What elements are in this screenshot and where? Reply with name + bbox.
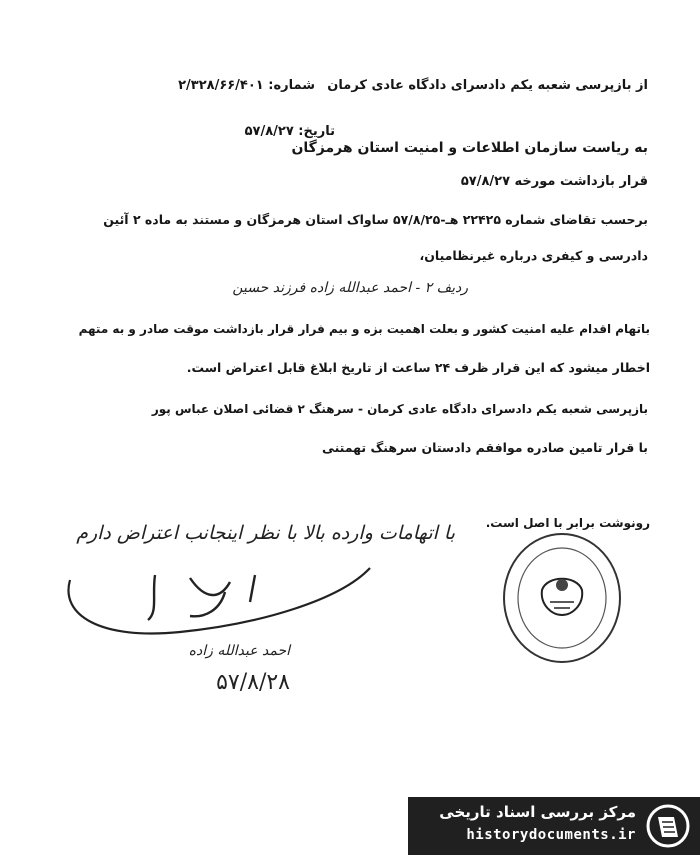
- official-seal: [492, 530, 632, 670]
- handwritten-defendant-row: ردیف ۲ - احمد عبدالله زاده فرزند حسین: [232, 280, 468, 296]
- handwritten-signature-name: احمد عبدالله زاده: [188, 643, 290, 659]
- archive-footer-banner: [408, 797, 700, 855]
- body-line-1: برحسب تقاضای شماره ۲۲۴۲۵ هـ-۵۷/۸/۲۵ ساواک استان هرمزگان و مستند به ماده ۲ آئین: [103, 212, 648, 227]
- subject-line: قرار بازداشت مورخه ۵۷/۸/۲۷: [460, 174, 648, 189]
- header-issuer: از بازپرسی شعبه یکم دادسرای دادگاه عادی کرمان: [327, 78, 648, 93]
- body-line-5: بازپرسی شعبه یکم دادسرای دادگاه عادی کرمان - سرهنگ ۲ قضائی اصلان عباس پور: [151, 402, 648, 416]
- body-line-4: اخطار میشود که این قرار ظرف ۲۴ ساعت از تاریخ ابلاغ قابل اعتراض است.: [186, 360, 650, 375]
- document-date: تاریخ: ۵۷/۸/۲۷: [244, 124, 335, 139]
- body-line-3: باتهام اقدام علیه امنیت کشور و بعلت اهمیت بزه و بیم فرار قرار بازداشت موقت صادر و به متهم: [78, 322, 650, 336]
- recipient-line: به ریاست سازمان اطلاعات و امنیت استان هرمزگان: [291, 140, 648, 156]
- archive-logo-icon: [644, 803, 692, 849]
- header-number: شماره: ۲/۳۲۸/۶۶/۴۰۱: [178, 78, 315, 93]
- body-line-2: دادرسی و کیفری درباره غیرنظامیان،: [419, 248, 648, 263]
- handwritten-objection: با اتهامات وارده بالا با نظر اینجانب اعتراض دارم: [76, 522, 455, 544]
- archive-name: مرکز بررسی اسناد تاریخی: [439, 803, 636, 821]
- archive-url[interactable]: historydocuments.ir: [466, 827, 636, 843]
- handwritten-date: ۵۷/۸/۲۸: [216, 670, 290, 695]
- body-line-6: با قرار تامین صادره موافقم دادستان سرهنگ تهمتنی: [321, 440, 648, 455]
- copy-note: رونوشت برابر با اصل است.: [485, 516, 650, 530]
- signature-scribble: [40, 520, 400, 650]
